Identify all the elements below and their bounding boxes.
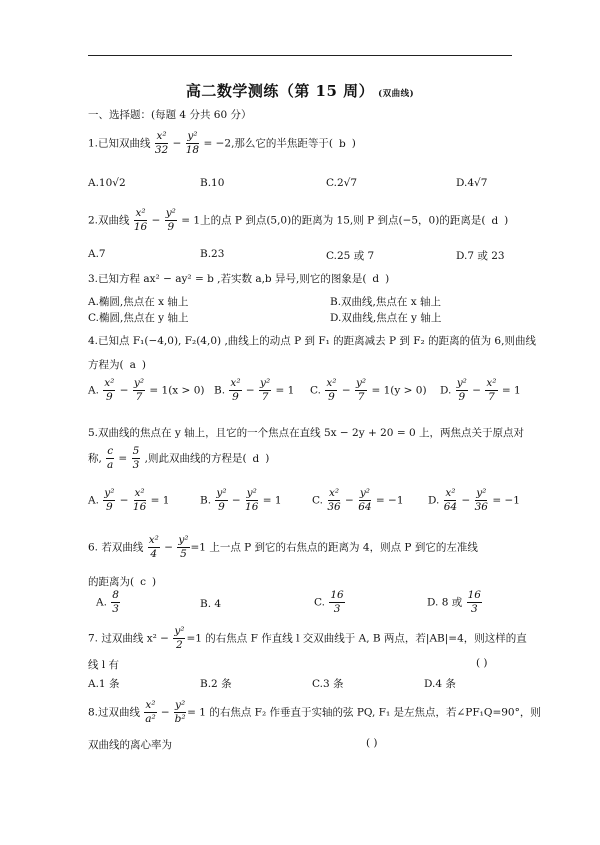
question-7-line-2: 线 l 有 [88, 659, 120, 671]
q3-option-b: B.双曲线,焦点在 x 轴上 [330, 296, 441, 308]
question-4-line-1: 4.已知点 F₁(−4,0), F₂(4,0) ,曲线上的动点 P 到 F₁ 的距离减去 P 到 F₂ 的距离的值为 6,则曲线 [88, 335, 536, 347]
answer-mark: d [252, 452, 260, 465]
q3-option-d: D.双曲线,焦点在 y 轴上 [330, 312, 442, 324]
q5-option-c: C. $\frac{\text{x²}}{36}$ − $\frac{\text{y²}}{64}$ = −1 [312, 487, 404, 514]
q1-option-c: C.2√7 [326, 177, 358, 189]
q7-option-d: D.4 条 [424, 678, 456, 690]
q4-option-a: A. $\frac{\text{x²}}{9}$ − $\frac{\text{y²}}{7}$ = 1(x > 0) [88, 377, 205, 404]
question-4-line-2: 方程为( a ) [88, 359, 146, 371]
answer-mark: d [372, 273, 380, 285]
q6-option-a: A. $\frac{8}{3}$ [96, 589, 119, 616]
question-8-line-2: 双曲线的离心率为 [88, 739, 172, 751]
q2-option-c: C.25 或 7 [326, 250, 375, 262]
q5-option-b: B. $\frac{\text{y²}}{9}$ − $\frac{\text{y²}}{16}$ = 1 [200, 487, 282, 514]
q2-option-d: D.7 或 23 [456, 250, 505, 262]
answer-blank: ( ) [366, 737, 378, 749]
question-6-line-1: 6. 若双曲线 $\frac{\text{x²}}{4}$ − $\frac{\text{y²}}{5}$ =1 上一点 P 到它的右焦点的距离为 4，则点 P 到它的左准线 [88, 534, 478, 561]
q6-option-b: B. 4 [200, 598, 222, 610]
answer-mark: d [491, 214, 499, 227]
q6-option-c: C. $\frac{16}{3}$ [314, 589, 344, 616]
question-7-line-1: 7. 过双曲线 x² − $\frac{\text{y²}}{2}$ =1 的右焦点 F 作直线 l 交双曲线于 A, B 两点，若|AB|=4，则这样的直 [88, 625, 527, 652]
answer-mark: c [140, 576, 146, 588]
q5-option-d: D. $\frac{\text{x²}}{64}$ − $\frac{\text{y²}}{36}$ = −1 [428, 487, 520, 514]
title-sub: (双曲线) [378, 89, 415, 99]
page-title [0, 80, 600, 101]
q2-option-b: B.23 [200, 248, 225, 260]
question-5-line-2: 称, $\frac{c}{a}$ = $\frac{5}{3}$ ,则此双曲线的方程是( d ) [88, 445, 270, 472]
q3-option-a: A.椭圆,焦点在 x 轴上 [88, 296, 189, 308]
fraction: $\frac{\text{x²}}{16}$ [133, 207, 148, 234]
question-2-stem: 2.双曲线 $\frac{\text{x²}}{16}$ − $\frac{\text{y²}}{9}$ = 1上的点 P 到点(5,0)的距离为 15,则 P 到点(−5，0)的距离是( d ) [88, 207, 509, 234]
q4-option-d: D. $\frac{\text{y²}}{9}$ − $\frac{\text{x²}}{7}$ = 1 [440, 377, 521, 404]
q5-option-a: A. $\frac{\text{y²}}{9}$ − $\frac{\text{x²}}{16}$ = 1 [88, 487, 170, 514]
q7-option-c: C.3 条 [312, 678, 344, 690]
header-rule [88, 55, 512, 56]
q4-option-c: C. $\frac{\text{x²}}{9}$ − $\frac{\text{y²}}{7}$ = 1(y > 0) [310, 377, 427, 404]
section-heading: 一、选择题：(每题 4 分共 60 分） [88, 109, 252, 121]
answer-mark: b [339, 137, 346, 150]
question-6-line-2: 的距离为( c ) [88, 576, 157, 588]
q1-option-b: B.10 [200, 177, 225, 189]
q4-option-b: B. $\frac{\text{x²}}{9}$ − $\frac{\text{y²}}{7}$ = 1 [214, 377, 295, 404]
question-1-stem: 1.已知双曲线 $\frac{\text{x²}}{32}$ − $\frac{\text{y²}}{18}$ = −2,那么它的半焦距等于( b ) [88, 130, 356, 157]
question-5-line-1: 5.双曲线的焦点在 y 轴上，且它的一个焦点在直线 5x − 2y + 20 = 0 上，两焦点关于原点对 [88, 427, 524, 439]
fraction: $\frac{\text{x²}}{32}$ [154, 130, 169, 157]
q2-option-a: A.7 [88, 248, 106, 260]
q3-option-c: C.椭圆,焦点在 y 轴上 [88, 312, 189, 324]
q6-option-d: D. 8 或 $\frac{16}{3}$ [427, 589, 481, 616]
title-main: 高二数学测练（第 15 周） [185, 82, 375, 100]
answer-blank: ( ) [476, 657, 488, 669]
fraction: $\frac{\text{y²}}{18}$ [185, 130, 200, 157]
fraction: $\frac{\text{y²}}{9}$ [165, 207, 176, 234]
q1-option-d: D.4√7 [456, 177, 488, 189]
q1-option-a: A.10√2 [88, 177, 126, 189]
q7-option-b: B.2 条 [200, 678, 232, 690]
q7-option-a: A.1 条 [88, 678, 120, 690]
answer-mark: a [129, 359, 136, 371]
question-8-line-1: 8.过双曲线 $\frac{\text{x²}}{\text{a²}}$ − $\frac{\text{y²}}{\text{b²}}$ = 1 的右焦点 F₂ 作垂直于实轴的弦 PQ, F₁ 是左焦点，若∠PF₁Q=90°，则 [88, 699, 541, 726]
question-3-stem: 3.已知方程 ax² − ay² = b ,若实数 a,b 异号,则它的图象是( d ) [88, 273, 390, 285]
